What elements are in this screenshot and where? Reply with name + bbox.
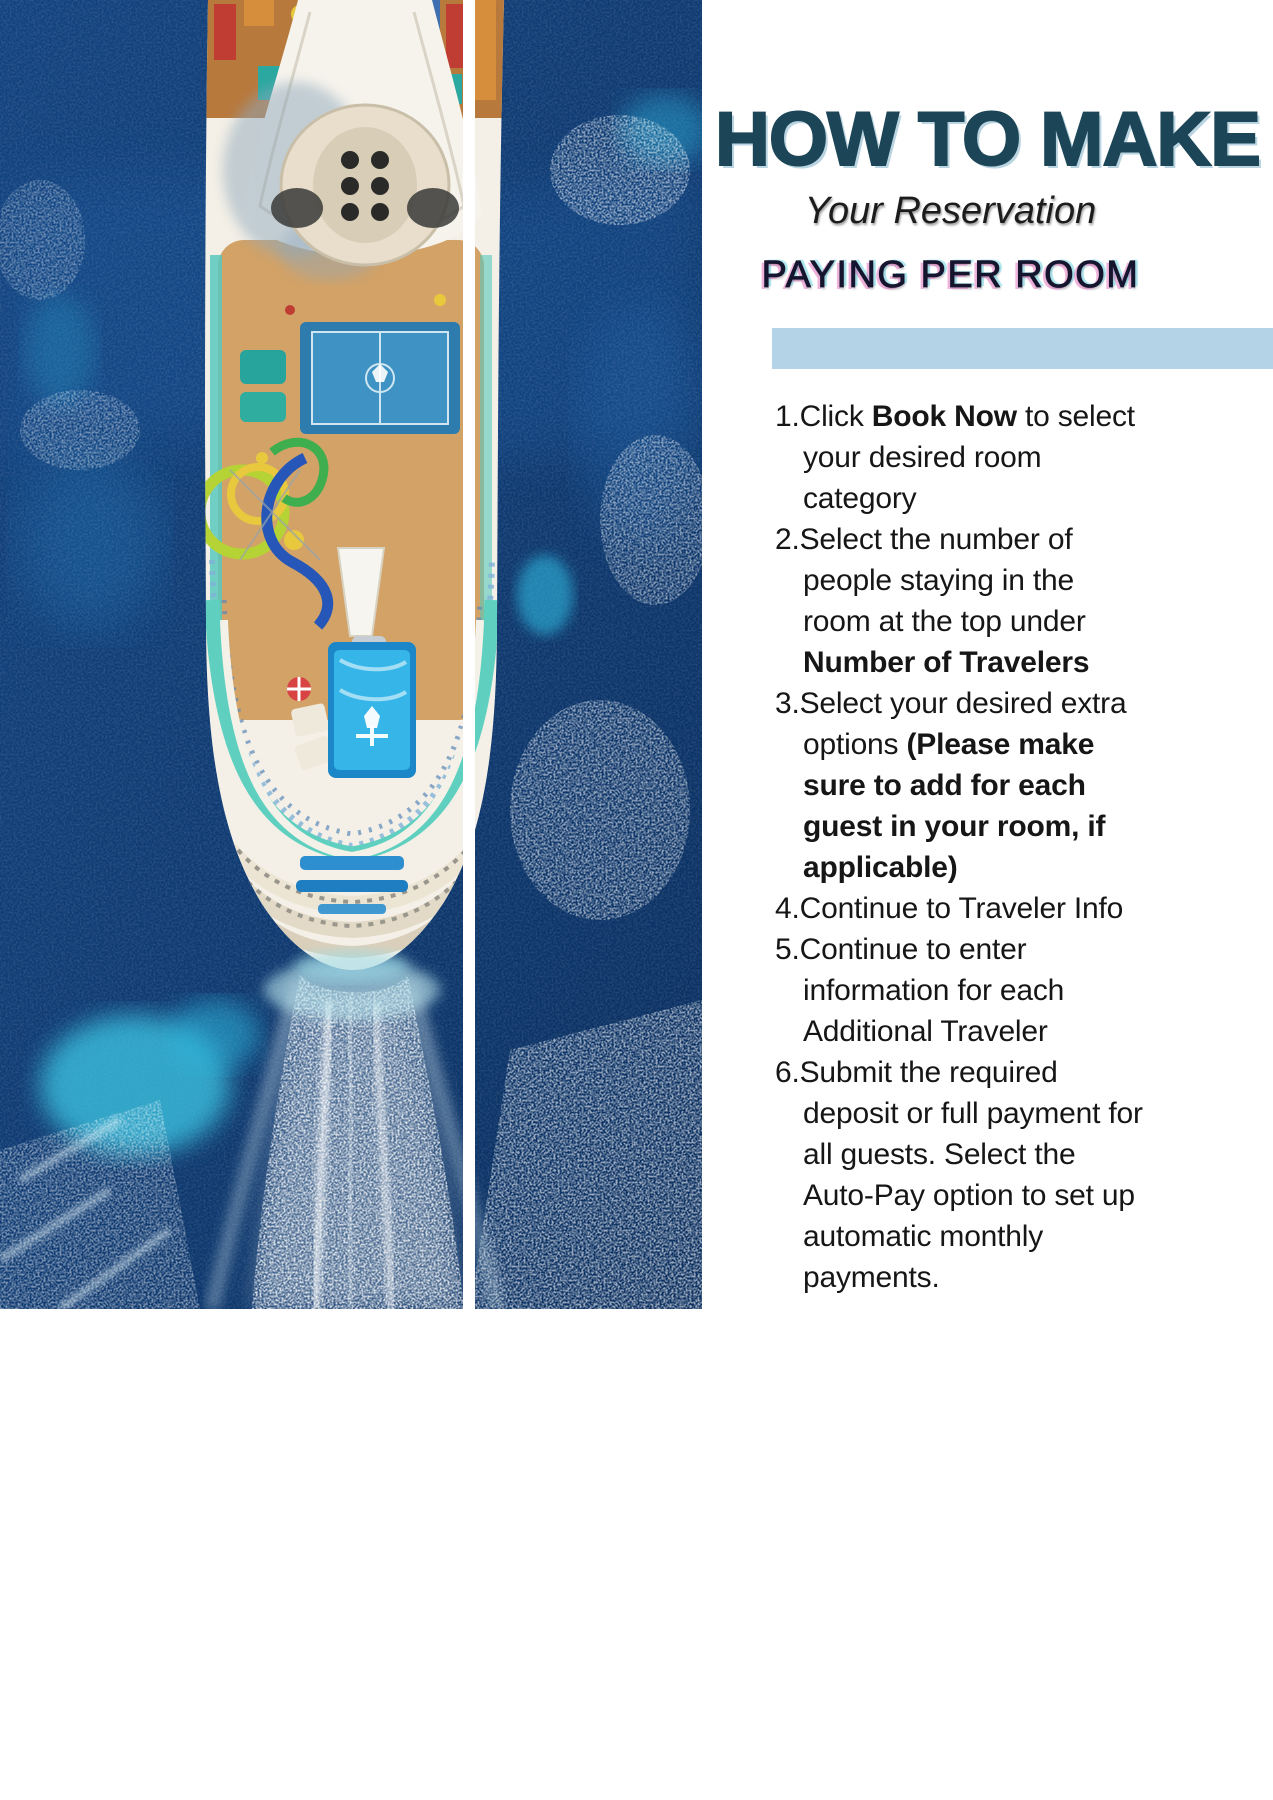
list-item-text: Continue to Traveler Info	[799, 892, 1124, 925]
instructions-list	[775, 396, 1145, 1298]
page-subtitle: Your Reservation	[804, 190, 1097, 232]
list-item	[775, 519, 1145, 683]
list-item-text: Continue to enter information for each Additional Traveler	[799, 933, 1065, 1048]
list-item-number: 2.	[775, 523, 800, 556]
list-item-number: 4.	[775, 892, 800, 925]
list-item	[775, 396, 1145, 519]
list-item-text: (Please make sure to add for each guest in your room, if applicable)	[803, 728, 1106, 884]
list-item	[775, 1052, 1145, 1298]
page-title: HOW TO MAKE	[715, 97, 1260, 182]
list-item	[775, 888, 1145, 929]
list-item-text: Select the number of people staying in the room at the top under	[799, 523, 1086, 638]
list-item-number: 1.	[775, 400, 800, 433]
list-item-number: 5.	[775, 933, 800, 966]
list-item-text: Submit the required deposit or full payment for all guests. Select the Auto-Pay option to set up automatic monthly payments.	[799, 1056, 1143, 1294]
cruise-ship-photo	[0, 0, 702, 1309]
list-item-text: to select your desired room category	[803, 400, 1135, 515]
list-item-text: Number of Travelers	[803, 646, 1090, 679]
list-item-text: Click	[799, 400, 872, 433]
list-item-number: 6.	[775, 1056, 800, 1089]
list-item-text: Select your desired extra options	[799, 687, 1127, 761]
accent-bar	[772, 328, 1273, 369]
page-subheading: PAYING PER ROOM	[761, 254, 1140, 296]
photo-split-stripe	[463, 0, 475, 1309]
list-item	[775, 683, 1145, 888]
content-column	[702, 0, 1273, 1800]
list-item-number: 3.	[775, 687, 800, 720]
list-item-text: Book Now	[871, 400, 1017, 433]
list-item	[775, 929, 1145, 1052]
